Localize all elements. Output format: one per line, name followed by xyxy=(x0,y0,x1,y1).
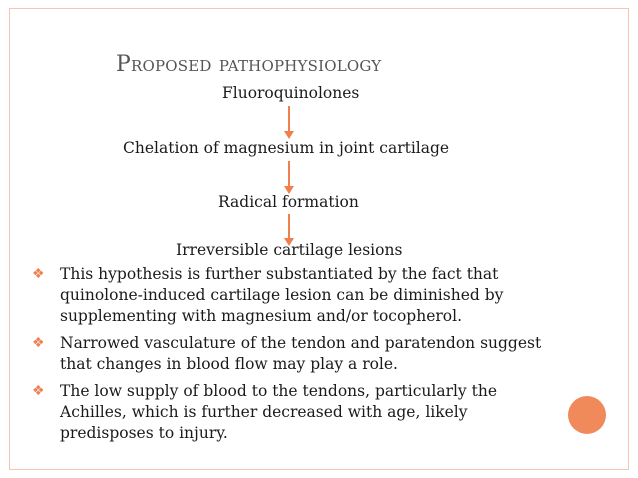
slide-title: Proposed pathophysiology xyxy=(116,52,382,77)
bullet-item xyxy=(32,264,552,327)
bullet-item xyxy=(32,333,552,375)
bullet-text: Narrowed vasculature of the tendon and paratendon suggest that changes in blood flow may play a role. xyxy=(60,334,542,373)
flow-step-chelation: Chelation of magnesium in joint cartilage xyxy=(123,139,450,157)
flow-step-cartilage-lesions: Irreversible cartilage lesions xyxy=(176,241,403,259)
diamond-bullet-icon: ❖ xyxy=(32,383,45,399)
flow-step-radical-formation: Radical formation xyxy=(218,193,359,211)
bullet-text: This hypothesis is further substantiated by the fact that quinolone-induced cartilage lesion can be diminished by supplementing with magnesium and/or tocopherol. xyxy=(60,265,504,325)
bullet-list xyxy=(32,264,552,450)
flow-step-fluoroquinolones: Fluoroquinolones xyxy=(222,84,360,102)
diamond-bullet-icon: ❖ xyxy=(32,335,45,351)
decorative-circle-icon xyxy=(568,396,606,434)
bullet-text: The low supply of blood to the tendons, particularly the Achilles, which is further decreased with age, likely predisposes to injury. xyxy=(60,382,497,442)
bullet-item xyxy=(32,381,552,444)
diamond-bullet-icon: ❖ xyxy=(32,266,45,282)
